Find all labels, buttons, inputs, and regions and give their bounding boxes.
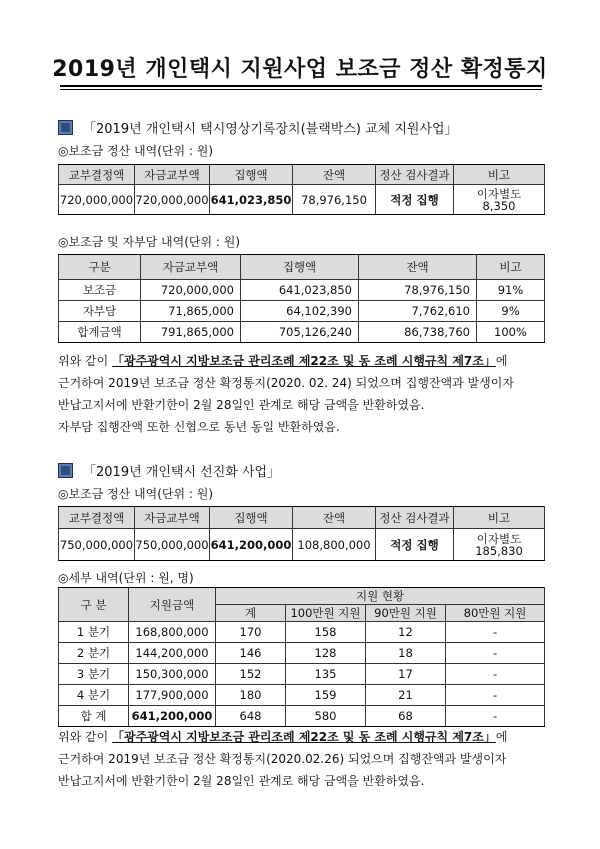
table-cell: 3 분기 xyxy=(59,664,129,685)
col-header: 지원금액 xyxy=(129,588,216,622)
table-cell: 135 xyxy=(286,664,366,685)
square-bullet-icon xyxy=(58,463,73,478)
table-cell: 91% xyxy=(477,280,545,301)
table-cell: 146 xyxy=(216,643,286,664)
table-row xyxy=(59,643,545,664)
col-header: 정산 검사결과 xyxy=(376,165,454,185)
table-cell: 78,976,150 xyxy=(293,185,376,215)
table-cell: 78,976,150 xyxy=(359,280,477,301)
table-cell: 580 xyxy=(286,706,366,727)
section1-paragraph xyxy=(58,350,548,438)
table-cell: 158 xyxy=(286,622,366,643)
table-row-total xyxy=(59,706,545,727)
col-header: 계 xyxy=(216,605,286,622)
para-text: 위와 같이 xyxy=(58,730,112,744)
regulation-reference: 「광주광역시 지방보조금 관리조례 제22조 및 동 조례 시행규칙 제7조」 xyxy=(112,730,496,744)
col-header: 80만원 지원 xyxy=(446,605,545,622)
table-cell: - xyxy=(446,622,545,643)
table-cell: 150,300,000 xyxy=(129,664,216,685)
table-cell: 180 xyxy=(216,685,286,706)
note-cell xyxy=(454,529,545,561)
table-cell: 128 xyxy=(286,643,366,664)
table-cell: 177,900,000 xyxy=(129,685,216,706)
note-line: 8,350 xyxy=(482,198,516,213)
table-cell: 17 xyxy=(366,664,446,685)
para-line: 근거하여 2019년 보조금 정산 확정통지(2020.02.26) 되었으며 집행잔액과 발생이자 xyxy=(58,752,507,766)
table-cell: 보조금 xyxy=(59,280,141,301)
section1-heading-text: 「2019년 개인택시 택시영상기록장치(블랙박스) 교체 지원사업」 xyxy=(83,122,458,137)
col-header: 비고 xyxy=(454,507,545,529)
table-cell: 9% xyxy=(477,301,545,322)
col-header: 잔액 xyxy=(359,255,477,280)
title-underline xyxy=(60,85,542,87)
section2-sub1: ◎보조금 정산 내역(단위 : 원) xyxy=(58,487,214,501)
para-line: 반납고지서에 반환기한이 2월 28일인 관계로 해당 금액을 반환하였음. xyxy=(58,398,425,412)
para-text: 에 xyxy=(495,354,508,368)
para-line xyxy=(58,726,548,748)
table-cell: 12 xyxy=(366,622,446,643)
table-row xyxy=(59,622,545,643)
table-cell: - xyxy=(446,706,545,727)
table-cell: 86,738,760 xyxy=(359,322,477,343)
table-row xyxy=(59,322,545,343)
table-row xyxy=(59,280,545,301)
table-cell: 641,023,850 xyxy=(210,185,293,215)
col-header: 정산 검사결과 xyxy=(376,507,454,529)
table-cell: 641,023,850 xyxy=(241,280,359,301)
table-cell: 750,000,000 xyxy=(135,529,210,561)
table-cell: 170 xyxy=(216,622,286,643)
table-cell: 적정 집행 xyxy=(376,529,454,561)
table-cell: 합계금액 xyxy=(59,322,141,343)
para-text: 위와 같이 xyxy=(58,354,112,368)
table-cell: 64,102,390 xyxy=(241,301,359,322)
table-cell: - xyxy=(446,685,545,706)
col-header-group: 지원 현황 xyxy=(216,588,545,605)
para-line: 자부담 집행잔액 또한 신협으로 동년 동일 반환하였음. xyxy=(58,420,340,434)
table-cell: 100% xyxy=(477,322,545,343)
note-line: 이자별도 xyxy=(476,186,522,201)
section1-sub2: ◎보조금 및 자부담 내역(단위 : 원) xyxy=(58,235,241,249)
square-bullet-icon xyxy=(58,120,73,135)
col-header: 90만원 지원 xyxy=(366,605,446,622)
section1-sub1: ◎보조금 정산 내역(단위 : 원) xyxy=(58,144,214,158)
section1-heading xyxy=(58,118,458,137)
table-cell: 144,200,000 xyxy=(129,643,216,664)
section2-heading-text: 「2019년 개인택시 선진화 사업」 xyxy=(83,465,281,480)
table-cell: 7,762,610 xyxy=(359,301,477,322)
regulation-reference: 「광주광역시 지방보조금 관리조례 제22조 및 동 조례 시행규칙 제7조」 xyxy=(112,354,496,368)
table-row xyxy=(59,685,545,706)
section1-settlement-table xyxy=(58,164,545,215)
table-cell: 159 xyxy=(286,685,366,706)
note-line: 이자별도 xyxy=(476,531,522,546)
col-header: 구 분 xyxy=(59,588,129,622)
note-cell xyxy=(454,185,545,215)
col-header: 자금교부액 xyxy=(135,507,210,529)
table-cell: 71,865,000 xyxy=(141,301,241,322)
table-cell: 68 xyxy=(366,706,446,727)
table-cell: 1 분기 xyxy=(59,622,129,643)
table-cell: 791,865,000 xyxy=(141,322,241,343)
col-header: 잔액 xyxy=(293,165,376,185)
table-cell: 자부담 xyxy=(59,301,141,322)
table-cell: - xyxy=(446,664,545,685)
col-header: 집행액 xyxy=(210,165,293,185)
table-cell: 21 xyxy=(366,685,446,706)
section2-heading xyxy=(58,461,280,480)
table-row xyxy=(59,664,545,685)
table-cell: 적정 집행 xyxy=(376,185,454,215)
section2-detail-table xyxy=(58,587,545,727)
table-cell: 720,000,000 xyxy=(135,185,210,215)
section1-breakdown-table xyxy=(58,254,545,343)
col-header: 집행액 xyxy=(210,507,293,529)
col-header: 자금교부액 xyxy=(141,255,241,280)
table-cell: 720,000,000 xyxy=(59,185,135,215)
table-cell: - xyxy=(446,643,545,664)
table-cell: 18 xyxy=(366,643,446,664)
col-header: 자금교부액 xyxy=(135,165,210,185)
section2-paragraph xyxy=(58,726,548,792)
table-cell: 108,800,000 xyxy=(293,529,376,561)
table-row xyxy=(59,301,545,322)
table-cell: 720,000,000 xyxy=(141,280,241,301)
col-header: 교부결정액 xyxy=(59,165,135,185)
section2-settlement-table xyxy=(58,506,545,561)
table-cell: 합 계 xyxy=(59,706,129,727)
table-cell: 705,126,240 xyxy=(241,322,359,343)
col-header: 집행액 xyxy=(241,255,359,280)
table-cell: 168,800,000 xyxy=(129,622,216,643)
col-header: 비고 xyxy=(477,255,545,280)
para-line: 반납고지서에 반환기한이 2월 28일인 관계로 해당 금액을 반환하였음. xyxy=(58,774,425,788)
col-header: 100만원 지원 xyxy=(286,605,366,622)
para-line xyxy=(58,350,548,372)
table-cell: 2 분기 xyxy=(59,643,129,664)
document-title: 2019년 개인택시 지원사업 보조금 정산 확정통지 xyxy=(52,57,548,82)
table-cell: 152 xyxy=(216,664,286,685)
para-text: 에 xyxy=(495,730,508,744)
col-header: 잔액 xyxy=(293,507,376,529)
table-cell: 641,200,000 xyxy=(210,529,293,561)
para-line: 근거하여 2019년 보조금 정산 확정통지(2020. 02. 24) 되었으며 집행잔액과 발생이자 xyxy=(58,376,514,390)
table-cell: 648 xyxy=(216,706,286,727)
section2-sub2: ◎세부 내역(단위 : 원, 명) xyxy=(58,571,194,585)
col-header: 교부결정액 xyxy=(59,507,135,529)
title-underline-thin xyxy=(60,89,542,90)
table-cell: 750,000,000 xyxy=(59,529,135,561)
col-header: 구분 xyxy=(59,255,141,280)
table-cell: 641,200,000 xyxy=(129,706,216,727)
table-cell: 4 분기 xyxy=(59,685,129,706)
note-line: 185,830 xyxy=(475,543,523,558)
col-header: 비고 xyxy=(454,165,545,185)
